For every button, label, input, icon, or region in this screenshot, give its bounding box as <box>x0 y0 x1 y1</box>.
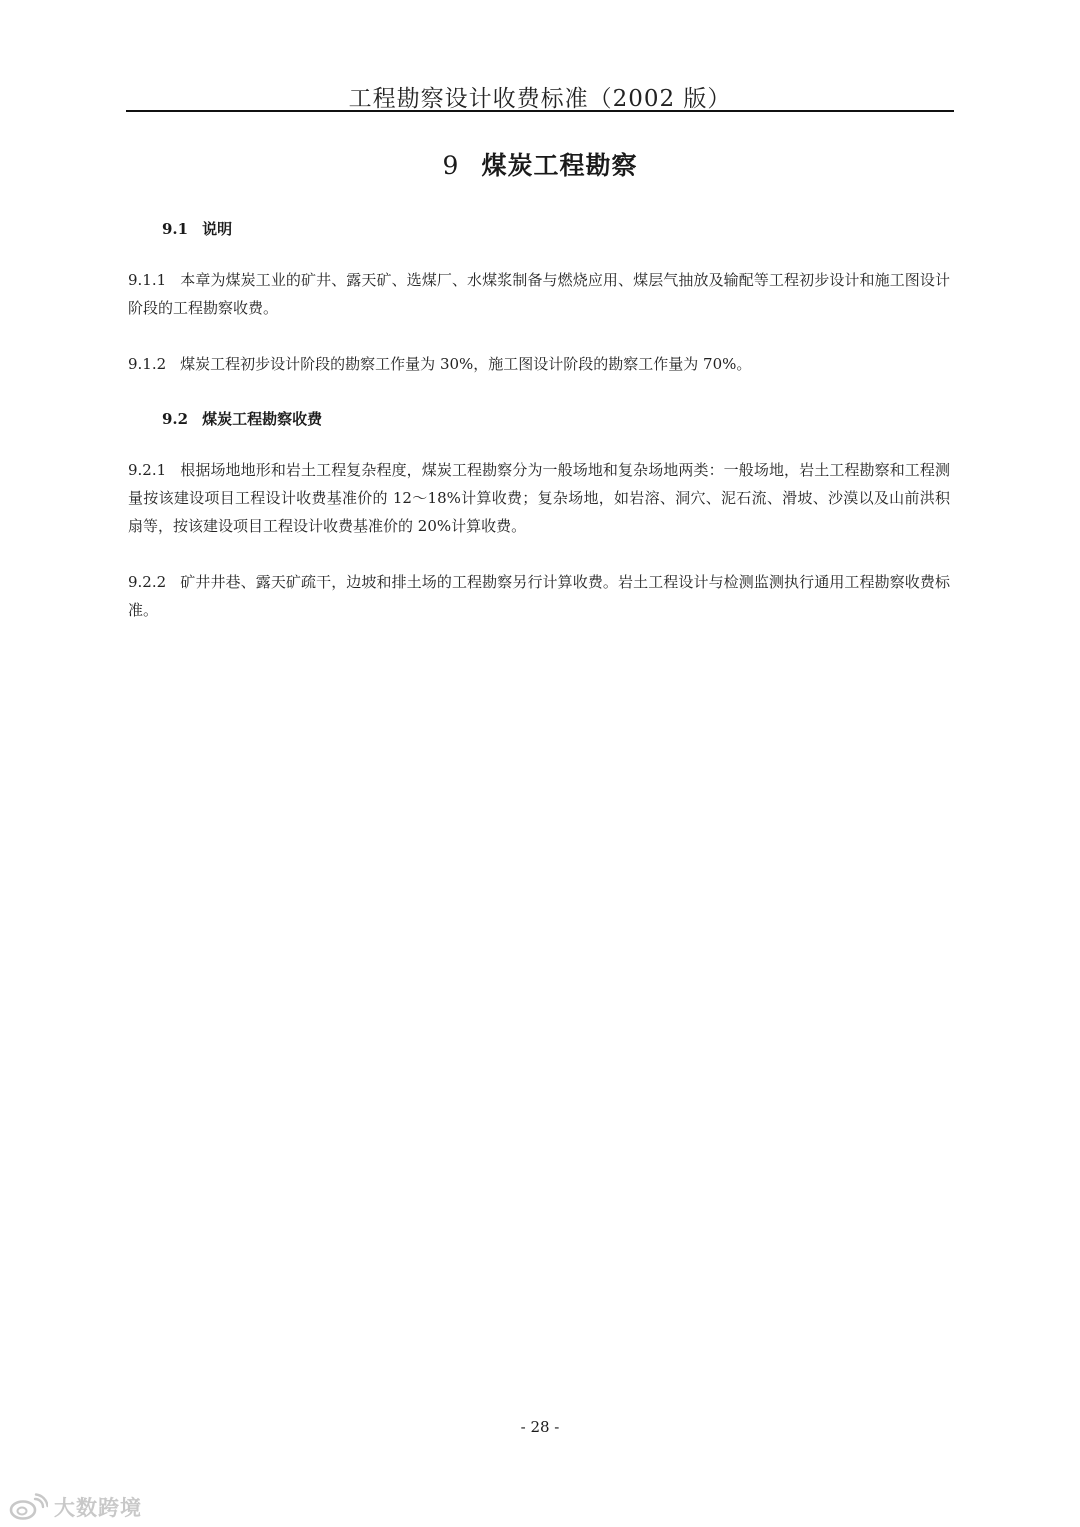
weibo-logo-icon <box>8 1493 48 1521</box>
chapter-heading-text: 煤炭工程勘察 <box>481 151 638 180</box>
clause-9-1-2 <box>128 350 950 378</box>
page-number: - 28 - <box>520 1418 560 1436</box>
section-number: 9.2 <box>162 410 189 428</box>
clause-text: 本章为煤炭工业的矿井、露天矿、选煤厂、水煤浆制备与燃烧应用、煤层气抽放及输配等工程初步设计和施工图设计阶段的工程勘察收费。 <box>128 271 950 317</box>
section-title: 煤炭工程勘察收费 <box>202 410 323 428</box>
clause-text: 煤炭工程初步设计阶段的勘察工作量为 30%，施工图设计阶段的勘察工作量为 70%。 <box>180 355 752 373</box>
watermark <box>8 1492 142 1522</box>
header-divider <box>126 110 954 112</box>
clause-text: 矿井井巷、露天矿疏干，边坡和排土场的工程勘察另行计算收费。岩土工程设计与检测监测执行通用工程勘察收费标准。 <box>128 573 950 619</box>
chapter-title <box>126 146 954 182</box>
section-title: 说明 <box>202 220 233 238</box>
chapter-number: 9 <box>442 151 460 180</box>
section-number: 9.1 <box>162 220 189 238</box>
clause-text: 根据场地地形和岩土工程复杂程度，煤炭工程勘察分为一般场地和复杂场地两类：一般场地，岩土工程勘察和工程测量按该建设项目工程设计收费基准价的 12～18%计算收费；复杂场地，如岩溶、洞穴、泥石流、滑坡、沙漠以及山前洪积扇等，按该建设项目工程设计收费基准价的 20%计算收费。 <box>128 461 950 535</box>
clause-number: 9.2.2 <box>128 573 167 591</box>
running-header: 工程勘察设计收费标准（2002 版） <box>348 86 732 112</box>
clause-9-2-2 <box>128 568 950 624</box>
clause-number: 9.1.2 <box>128 355 167 373</box>
clause-number: 9.2.1 <box>128 461 167 479</box>
clause-9-2-1 <box>128 456 950 540</box>
section-heading-9-1 <box>162 218 232 239</box>
watermark-text: 大数跨境 <box>54 1496 142 1520</box>
clause-9-1-1 <box>128 266 950 322</box>
clause-number: 9.1.1 <box>128 271 167 289</box>
section-heading-9-2 <box>162 408 322 429</box>
